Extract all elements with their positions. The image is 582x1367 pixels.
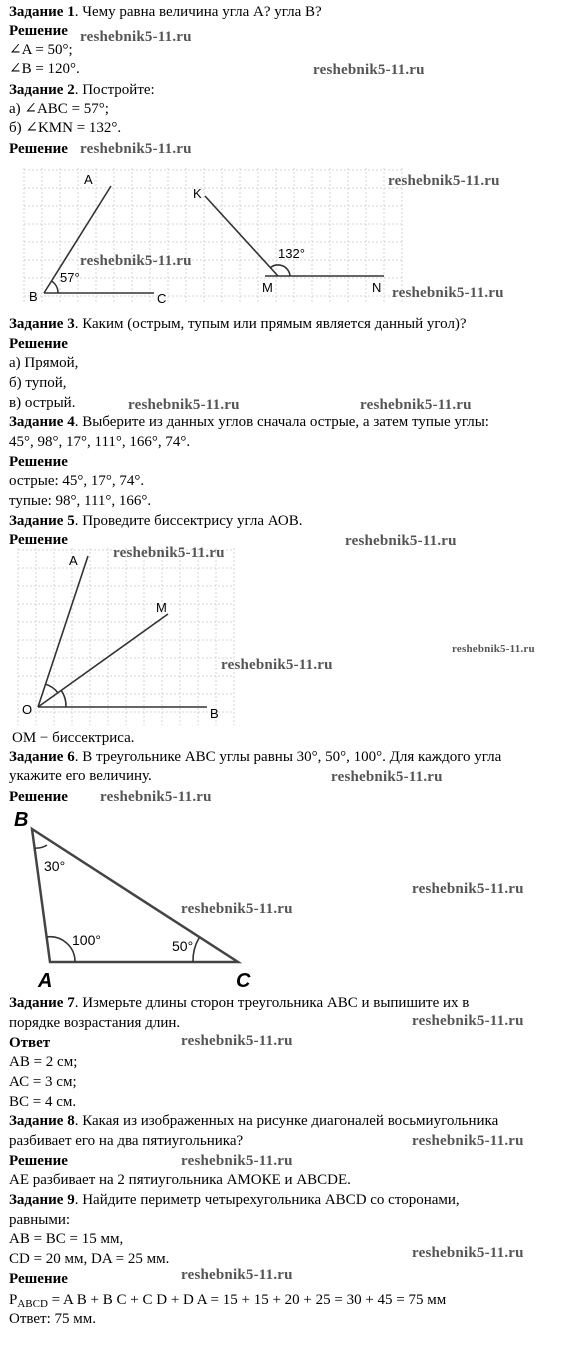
label-a: A — [84, 172, 93, 187]
task3-title: Задание 3 — [9, 316, 75, 332]
task5-answer: ОМ − биссектриса. — [12, 730, 135, 746]
task7-question-cont: порядке возрастания длин. — [9, 1015, 181, 1031]
task5-title: Задание 5 — [9, 513, 75, 529]
watermark: reshebnik5-11.ru — [313, 62, 425, 78]
label-m: M — [156, 600, 167, 615]
watermark: reshebnik5-11.ru — [412, 1013, 524, 1029]
task8-answer: АЕ разбивает на 2 пятиугольника АМОКЕ и ABCDE. — [9, 1172, 351, 1188]
task3-solution-label: Решение — [9, 336, 68, 352]
watermark: reshebnik5-11.ru — [181, 901, 293, 917]
task2-question: Задание 2. Постройте: — [9, 82, 155, 98]
watermark: reshebnik5-11.ru — [113, 545, 225, 561]
task9-sides-1: АВ = ВС = 15 мм, — [9, 1231, 124, 1247]
task1-question: Задание 1. Чему равна величина угла А? угла В? — [9, 4, 322, 20]
watermark: reshebnik5-11.ru — [221, 657, 333, 673]
task3-question: Задание 3. Каким (острым, тупым или прямым является данный угол)? — [9, 316, 467, 332]
task9-formula: $P_{ABCD} = A$ B + B C + C D + D A = 15 + 15 + 20 + 25 = 30 + 45 = 75 мм — [9, 1292, 447, 1310]
task5-solution-label: Решение — [9, 532, 68, 548]
watermark: reshebnik5-11.ru — [181, 1033, 293, 1049]
task4-solution-label: Решение — [9, 454, 68, 470]
angle-arc-b — [35, 845, 47, 848]
task6-question: Задание 6. В треугольнике АВС углы равны 30°, 50°, 100°. Для каждого угла — [9, 749, 502, 765]
task7-answer-bc: ВС = 4 см. — [9, 1094, 77, 1110]
task1-solution-label: Решение — [9, 23, 68, 39]
label-n: N — [372, 280, 382, 295]
task3-answer-a: а) Прямой, — [9, 355, 79, 371]
label-100: 100° — [72, 932, 101, 948]
task8-question-cont: разбивает его на два пятиугольника? — [9, 1133, 244, 1149]
task4-angles: 45°, 98°, 17°, 111°, 166°, 74°. — [9, 434, 191, 450]
watermark: reshebnik5-11.ru — [100, 789, 212, 805]
watermark: reshebnik5-11.ru — [80, 29, 192, 45]
task1-answer-b: ∠B = 120°. — [9, 61, 80, 77]
task9-sides-2: CD = 20 мм, DA = 25 мм. — [9, 1251, 170, 1267]
label-57: 57° — [60, 270, 80, 285]
task4-question: Задание 4. Выберите из данных углов сначала острые, а затем тупые углы: — [9, 414, 489, 430]
label-c: C — [236, 970, 251, 992]
label-a: A — [69, 553, 78, 568]
label-c: C — [157, 291, 167, 306]
task7-title: Задание 7 — [9, 995, 75, 1011]
task6-solution-label: Решение — [9, 789, 68, 805]
label-a: A — [38, 970, 53, 992]
task3-answer-c: в) острый. — [9, 395, 76, 411]
task6-title: Задание 6 — [9, 749, 75, 765]
watermark: reshebnik5-11.ru — [388, 173, 500, 189]
watermark: reshebnik5-11.ru — [80, 141, 192, 157]
watermark: reshebnik5-11.ru — [181, 1153, 293, 1169]
task9-question-cont: равными: — [9, 1212, 71, 1228]
watermark: reshebnik5-11.ru — [392, 285, 504, 301]
watermark: reshebnik5-11.ru — [452, 643, 535, 655]
watermark: reshebnik5-11.ru — [331, 769, 443, 785]
watermark: reshebnik5-11.ru — [360, 397, 472, 413]
task5-question: Задание 5. Проведите биссектрису угла АОВ. — [9, 513, 303, 529]
label-30: 30° — [44, 858, 66, 874]
angle-arc-c — [193, 938, 199, 962]
task9-answer: Ответ: 75 мм. — [9, 1311, 96, 1327]
label-o: O — [22, 702, 33, 717]
watermark: reshebnik5-11.ru — [80, 253, 192, 269]
angle-arc-a — [47, 937, 76, 962]
task8-question: Задание 8. Какая из изображенных на рисунке диагоналей восьмиугольника — [9, 1113, 499, 1129]
task6-question-cont: укажите его величину. — [9, 768, 152, 784]
task7-answer-ac: АС = 3 см; — [9, 1074, 77, 1090]
watermark: reshebnik5-11.ru — [412, 881, 524, 897]
task4-title: Задание 4 — [9, 414, 75, 430]
task2-item-a: а) ∠ABC = 57°; — [9, 101, 109, 117]
watermark: reshebnik5-11.ru — [128, 397, 240, 413]
perimeter-subscript: ABCD — [17, 1298, 48, 1310]
task7-answer-label: Ответ — [9, 1035, 51, 1051]
watermark: reshebnik5-11.ru — [412, 1245, 524, 1261]
task1-answer-a: ∠A = 50°; — [9, 42, 73, 58]
label-132: 132° — [278, 246, 305, 261]
task4-answer-acute: острые: 45°, 17°, 74°. — [9, 473, 145, 489]
label-b: B — [29, 289, 38, 304]
task3-answer-b: б) тупой, — [9, 375, 67, 391]
task9-solution-label: Решение — [9, 1271, 68, 1287]
task9-question: Задание 9. Найдите периметр четырехугольника ABCD со сторонами, — [9, 1192, 460, 1208]
label-b: B — [14, 809, 29, 831]
task2-title: Задание 2 — [9, 82, 75, 98]
watermark: reshebnik5-11.ru — [181, 1267, 293, 1283]
watermark: reshebnik5-11.ru — [412, 1133, 524, 1149]
watermark: reshebnik5-11.ru — [345, 533, 457, 549]
task2-item-b: б) ∠KMN = 132°. — [9, 120, 122, 136]
task4-answer-obtuse: тупые: 98°, 111°, 166°. — [9, 493, 152, 509]
label-b: B — [210, 706, 219, 721]
task8-solution-label: Решение — [9, 1153, 68, 1169]
label-k: K — [193, 186, 202, 201]
task8-title: Задание 8 — [9, 1113, 75, 1129]
task9-title: Задание 9 — [9, 1192, 75, 1208]
task7-answer-ab: АВ = 2 см; — [9, 1054, 78, 1070]
label-50: 50° — [172, 938, 194, 954]
task2-solution-label: Решение — [9, 141, 68, 157]
label-m: M — [262, 280, 273, 295]
triangle-abc — [32, 829, 238, 962]
task1-title: Задание 1 — [9, 4, 75, 20]
task7-question: Задание 7. Измерьте длины сторон треугольника АВС и выпишите их в — [9, 995, 470, 1011]
